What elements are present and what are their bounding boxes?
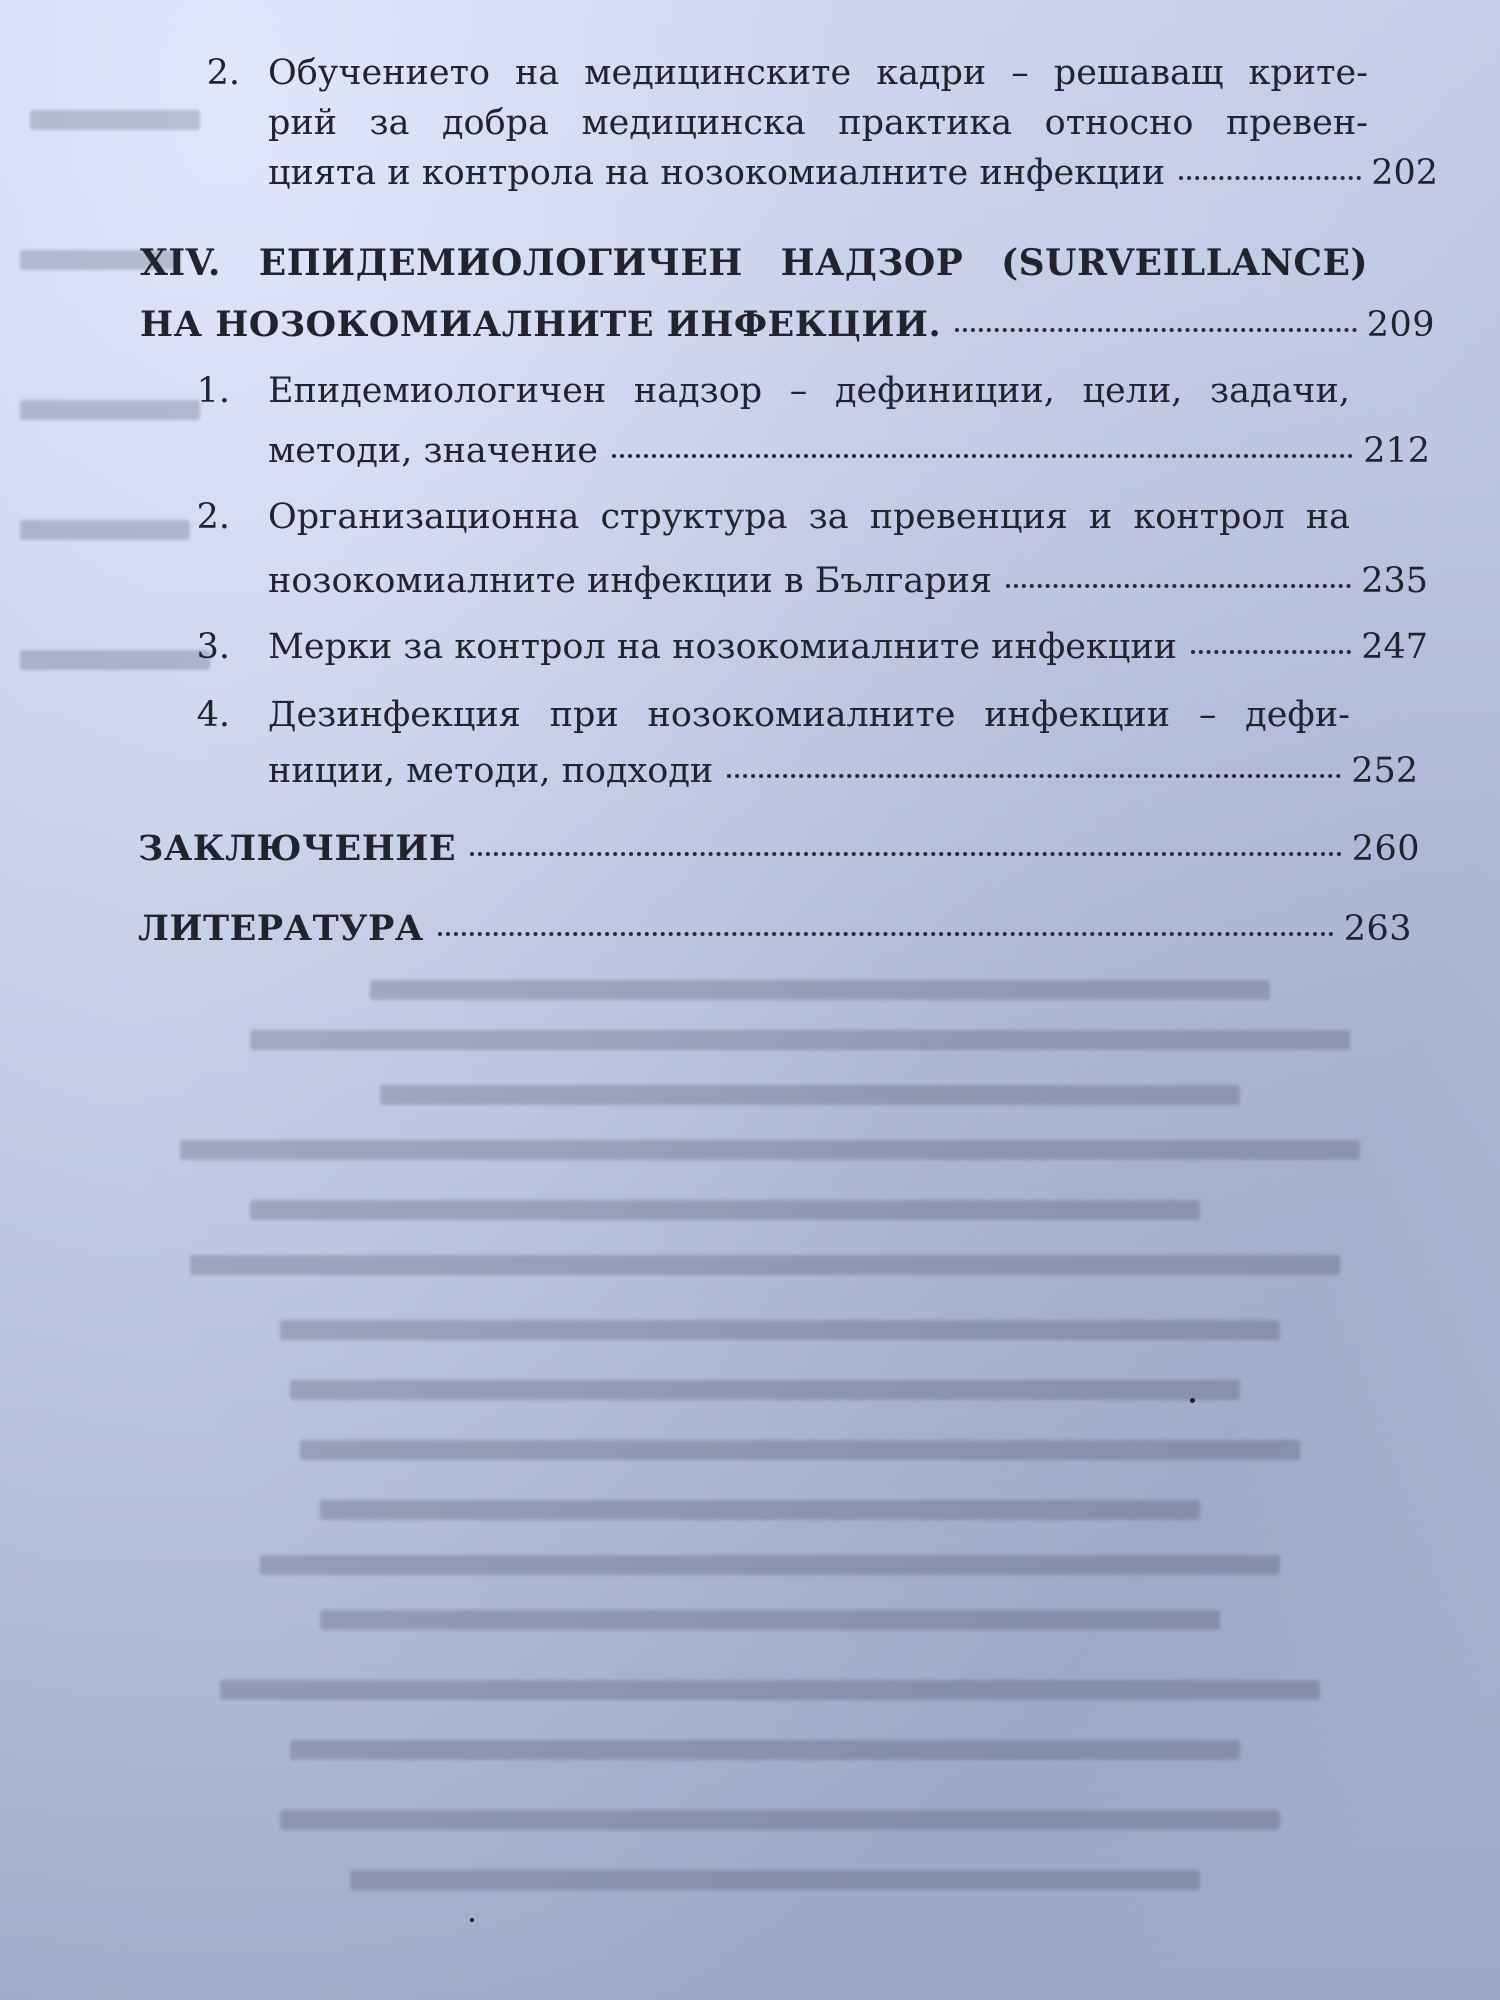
entry-text-line: ниции, методи, подходи (268, 751, 714, 791)
entry-number: 2. (206, 53, 240, 93)
leader-dots (438, 932, 1334, 936)
page-number: 202 (1371, 153, 1438, 193)
toc-entry-202[interactable] (268, 148, 1438, 198)
page-number: 209 (1366, 305, 1435, 345)
chapter-heading-line: XIV. ЕПИДЕМИОЛОГИЧЕН НАДЗОР (SURVEILLANCE) (140, 242, 1368, 284)
section-heading: ЛИТЕРАТУРА (138, 908, 424, 949)
entry-number: 3. (196, 627, 230, 667)
chapter-heading-line: НА НОЗОКОМИАЛНИТЕ ИНФЕКЦИИ. (140, 304, 942, 345)
toc-entry-212[interactable] (268, 426, 1430, 476)
entry-text-line: рий за добра медицинска практика относно превен- (268, 103, 1368, 143)
page-number: 252 (1351, 751, 1418, 791)
entry-number: 4. (196, 695, 230, 735)
leader-dots (1179, 176, 1361, 180)
leader-dots (470, 852, 1342, 856)
leader-dots (612, 454, 1353, 458)
leader-dots (1006, 584, 1351, 588)
toc-entry-260[interactable] (138, 824, 1420, 874)
entry-text-line: Обучението на медицинските кадри – решаващ крите- (268, 53, 1368, 93)
entry-text-line: нозокомиалните инфекции в България (268, 561, 993, 601)
entry-number: 1. (196, 371, 230, 411)
leader-dots (727, 774, 1341, 778)
ink-speck (1190, 1398, 1195, 1403)
page-number: 263 (1343, 909, 1412, 949)
leader-dots (1191, 650, 1351, 654)
entry-number: 2. (196, 497, 230, 537)
leader-dots (955, 328, 1356, 332)
page-number: 235 (1361, 561, 1428, 601)
section-heading: ЗАКЛЮЧЕНИЕ (138, 828, 457, 869)
page-number: 212 (1363, 431, 1430, 471)
toc-entry-235[interactable] (268, 556, 1428, 606)
entry-text-line: Организационна структура за превенция и контрол на (268, 497, 1350, 537)
page-number: 247 (1361, 627, 1428, 667)
toc-entry-209[interactable] (140, 300, 1435, 350)
entry-text-line: методи, значение (268, 431, 599, 471)
ink-speck (470, 1918, 474, 1922)
entry-text-line: Дезинфекция при нозокомиалните инфекции – дефи- (268, 695, 1350, 735)
toc-entry-252[interactable] (268, 746, 1418, 796)
entry-text-line: Епидемиологичен надзор – дефиниции, цели, задачи, (268, 371, 1350, 411)
entry-text-line: Мерки за контрол на нозокомиалните инфекции (268, 627, 1177, 667)
toc-entry-247[interactable] (268, 622, 1428, 672)
entry-text-line: цията и контрола на нозокомиалните инфекции (268, 153, 1166, 193)
page-number: 260 (1351, 829, 1420, 869)
toc-entry-263[interactable] (138, 904, 1412, 954)
